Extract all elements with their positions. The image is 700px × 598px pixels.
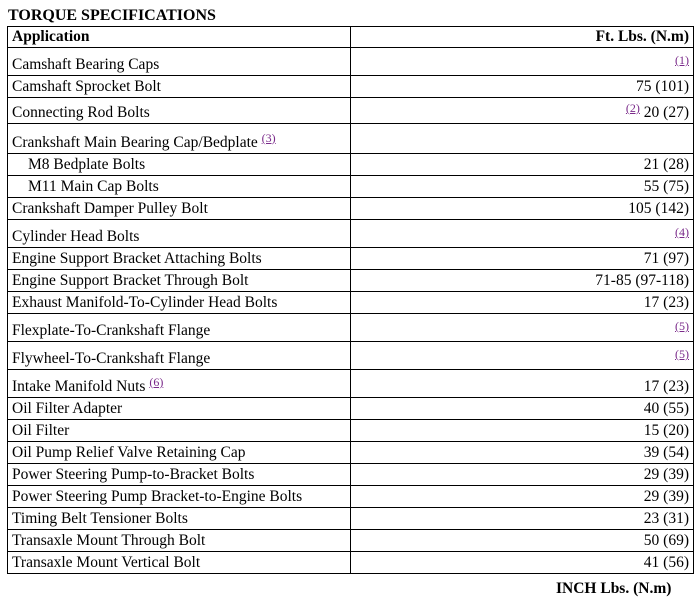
table-row [8,420,694,442]
torque-value-cell [351,398,694,420]
footnote-link[interactable]: (2) [625,101,640,115]
application-cell [8,176,351,198]
application-label: Transaxle Mount Vertical Bolt [12,554,201,571]
table-row [8,198,694,220]
table-row [8,154,694,176]
table-row [8,124,694,154]
application-label: M8 Bedplate Bolts [28,156,146,173]
application-cell [8,76,351,98]
table-row [8,370,694,398]
table-row [8,314,694,342]
table-row [8,464,694,486]
torque-value: 75 (101) [636,78,689,95]
application-label: Intake Manifold Nuts [12,378,146,395]
torque-value: 29 (39) [643,488,689,505]
application-cell [8,314,351,342]
table-row [8,248,694,270]
torque-value-cell [351,530,694,552]
torque-value: 41 (56) [643,554,689,571]
application-cell [8,154,351,176]
application-cell [8,124,351,154]
torque-value: 21 (28) [643,156,689,173]
application-cell [8,464,351,486]
table-row [8,98,694,124]
application-label: Crankshaft Damper Pulley Bolt [12,200,208,217]
table-row [8,398,694,420]
footnote-link[interactable]: (4) [675,225,689,239]
torque-value-cell [351,76,694,98]
torque-value: 17 (23) [643,294,689,311]
torque-value: 105 (142) [628,200,689,217]
torque-value-cell [351,98,694,124]
application-cell [8,530,351,552]
torque-value: 50 (69) [643,532,689,549]
application-label: Camshaft Sprocket Bolt [12,78,161,95]
application-cell [8,98,351,124]
torque-value: 40 (55) [643,400,689,417]
footnote-link[interactable]: (3) [261,131,276,145]
application-label: Connecting Rod Bolts [12,104,150,121]
application-cell [8,420,351,442]
application-label: Exhaust Manifold-To-Cylinder Head Bolts [12,294,278,311]
next-table-header: INCH Lbs. (N.m) [556,580,672,597]
table-row [8,220,694,248]
torque-value-cell [351,552,694,574]
footnote-link[interactable]: (5) [675,319,689,333]
application-cell [8,248,351,270]
application-cell [8,398,351,420]
torque-value: 71-85 (97-118) [595,272,689,289]
application-label: Camshaft Bearing Caps [12,56,160,73]
torque-value-cell [351,370,694,398]
application-cell [8,220,351,248]
application-cell [8,342,351,370]
application-label: Oil Filter Adapter [12,400,123,417]
torque-value-cell [351,314,694,342]
application-label: Crankshaft Main Bearing Cap/Bedplate [12,134,258,151]
application-cell [8,270,351,292]
torque-value: 71 (97) [643,250,689,267]
table-header-row [8,27,694,48]
torque-value: 15 (20) [643,422,689,439]
application-cell [8,552,351,574]
application-label: Power Steering Pump Bracket-to-Engine Bolts [12,488,303,505]
torque-value-cell [351,508,694,530]
application-label: Engine Support Bracket Through Bolt [12,272,249,289]
torque-value-cell [351,48,694,76]
application-label: Oil Filter [12,422,70,439]
application-cell [8,292,351,314]
application-label: Timing Belt Tensioner Bolts [12,510,188,527]
torque-value-cell [351,464,694,486]
torque-value-cell [351,420,694,442]
application-label: Power Steering Pump-to-Bracket Bolts [12,466,255,483]
torque-value-cell [351,270,694,292]
torque-value-cell [351,198,694,220]
application-label: Transaxle Mount Through Bolt [12,532,206,549]
application-label: Cylinder Head Bolts [12,228,140,245]
torque-value: 29 (39) [643,466,689,483]
table-row [8,508,694,530]
application-label: Engine Support Bracket Attaching Bolts [12,250,262,267]
table-row [8,176,694,198]
application-label: M11 Main Cap Bolts [28,178,159,195]
footnote-link[interactable]: (1) [675,53,689,67]
torque-value: 17 (23) [643,378,689,395]
application-header: Application [8,27,351,48]
table-row [8,342,694,370]
footnote-link[interactable]: (5) [675,347,689,361]
torque-value-cell [351,154,694,176]
application-cell [8,48,351,76]
table-row [8,442,694,464]
value-header: Ft. Lbs. (N.m) [351,27,694,48]
table-row [8,530,694,552]
application-cell [8,508,351,530]
torque-value-cell [351,176,694,198]
application-label: Flexplate-To-Crankshaft Flange [12,322,211,339]
application-label: Flywheel-To-Crankshaft Flange [12,350,211,367]
application-cell [8,486,351,508]
torque-table [7,26,694,574]
torque-value-cell [351,442,694,464]
application-label: Oil Pump Relief Valve Retaining Cap [12,444,246,461]
torque-value-cell [351,124,694,154]
table-row [8,292,694,314]
torque-value-cell [351,220,694,248]
torque-value: 55 (75) [643,178,689,195]
torque-value: 20 (27) [643,104,689,121]
application-cell [8,370,351,398]
torque-value: 39 (54) [643,444,689,461]
torque-value-cell [351,292,694,314]
torque-value-cell [351,248,694,270]
page-title: TORQUE SPECIFICATIONS [8,7,216,24]
table-row [8,76,694,98]
table-row [8,552,694,574]
footnote-link[interactable]: (6) [149,375,164,389]
torque-value: 23 (31) [643,510,689,527]
application-cell [8,442,351,464]
torque-value-cell [351,342,694,370]
table-row [8,48,694,76]
application-cell [8,198,351,220]
torque-value-cell [351,486,694,508]
table-row [8,270,694,292]
table-row [8,486,694,508]
